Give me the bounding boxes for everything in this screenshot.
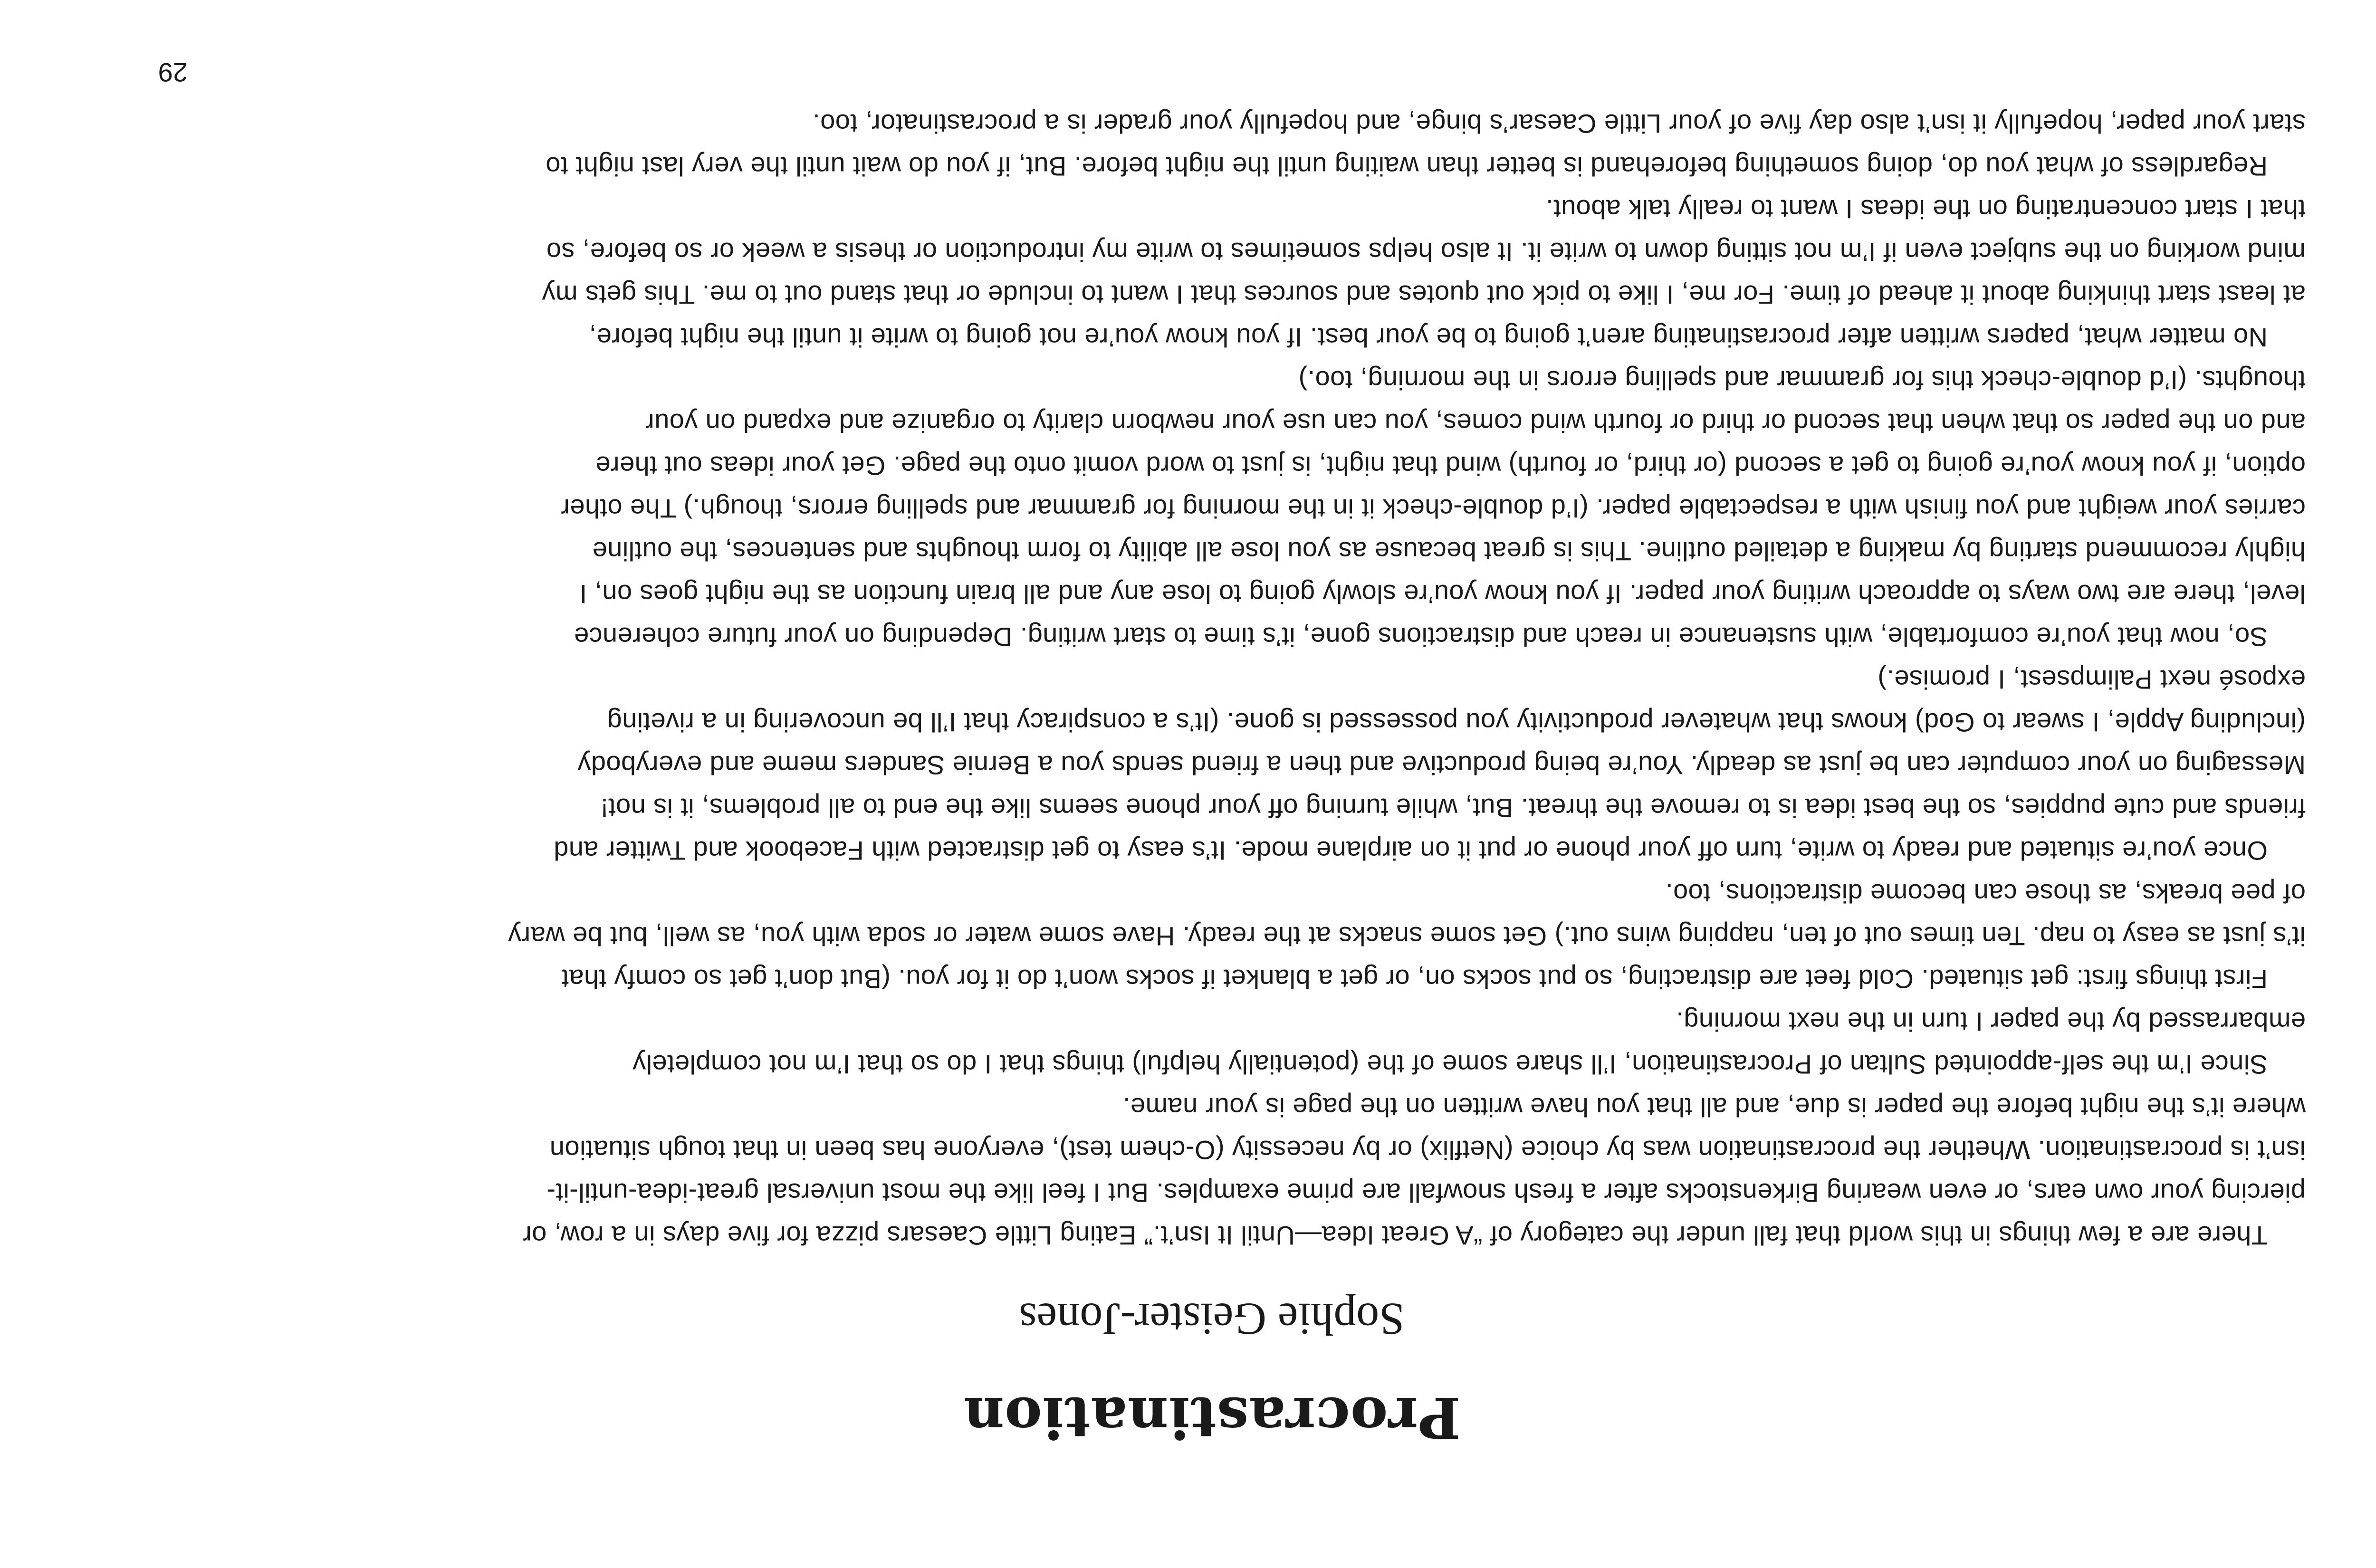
text-line: friends and cute puppies, so the best idea is to remove the threat. But, while turning off your phone seems like the end to all problems, it is not! — [600, 793, 2306, 823]
text-line: level, there are two ways to approach writing your paper. If you know you’re slowly going to lose any and all brain function as the night goes on, I — [579, 579, 2306, 609]
text-line: embarrassed by the paper I turn in the next morning. — [1676, 1007, 2306, 1037]
text-line: isn’t is procrastination. Whether the procrastination was by choice (Netflix) or by necessity (O-chem test), everyone has been in that tough situation — [549, 1135, 2306, 1165]
text-line: Regardless of what you do, doing something beforehand is better than waiting until the night before. But, if you do wait until the very last night to — [546, 152, 2268, 182]
author-name: Sophie Geister-Jones — [1019, 1294, 1405, 1345]
text-line: exposé next Palimpsest, I promise.) — [1877, 665, 2306, 695]
text-line: piercing your own ears, or even wearing Birkenstocks after a fresh snowfall are prime examples. But I feel like the most universal great-idea-until-it- — [546, 1178, 2306, 1208]
text-line: and on the paper so that when that second or third or fourth wind comes, you can use your newborn clarity to organize and expand on your — [645, 408, 2306, 438]
text-line: Since I’m the self-appointed Sultan of Procrastination, I’ll share some of the (potentially helpful) things that I do so that I’m not completely — [632, 1050, 2268, 1080]
text-line: Messaging on your computer can be just as deadly. You’re being productive and then a friend sends you a Bernie Sanders meme and everybody — [577, 750, 2306, 780]
text-line: thoughts. (I’d double-check this for grammar and spelling errors in the morning, too.) — [1298, 365, 2306, 395]
text-line: that I start concentrating on the ideas I want to really talk about. — [1545, 194, 2306, 224]
text-line: where it’s the night before the paper is due, and all that you have written on the page is your name. — [1122, 1092, 2306, 1122]
text-line: carries your weight and you finish with a respectable paper. (I’d double-check it in the morning for grammar and spelling errors, though.) The other — [560, 494, 2306, 524]
text-line: option, if you know you’re going to get a second (or third, or fourth) wind that night, is just to word vomit onto the page. Get your ideas out there — [595, 451, 2306, 481]
text-line: it’s just as easy to nap. Ten times out of ten, napping wins out.) Get some snacks at the ready. Have some water or soda with you, as well, but be wary — [508, 921, 2306, 951]
text-line: (including Apple, I swear to God) knows that whatever productivity you possessed is gone. (It’s a conspiracy that I’ll be uncovering in a riveting — [607, 708, 2306, 737]
text-line: First things first: get situated. Cold feet are distracting, so put socks on, or get a blanket if socks won’t do it for you. (But don’t get so comfy that — [561, 964, 2268, 994]
essay-title: Procrastination — [963, 1385, 1461, 1451]
text-line: There are a few things in this world that fall under the category of “A Great Idea—Until It Isn’t.” Eating Little Caesars pizza for five days in a row, or — [522, 1221, 2268, 1251]
text-line: of pee breaks, as those can become distractions, too. — [1665, 879, 2306, 908]
text-line: start your paper, hopefully it isn’t also day five of your Little Caesar’s binge, and hopefully your grader is a procrastinator, too. — [812, 109, 2306, 139]
text-line: highly recommend starting by making a detailed outline. This is great because as you lose all ability to form thoughts and sentences, the outline — [592, 536, 2306, 566]
text-line: mind working on the subject even if I’m not sitting down to write it. It also helps sometimes to write my introduction or thesis a week or so before, so — [546, 237, 2306, 267]
text-line: Once you’re situated and ready to write, turn off your phone or put it on airplane mode. It’s easy to get distracted with Facebook and Twitter and — [553, 836, 2268, 866]
text-line: at least start thinking about it ahead of time. For me, I like to pick out quotes and sources that I want to include or that stand out to me. This gets my — [542, 280, 2306, 310]
text-line: No matter what, papers written after procrastinating aren’t going to be your best. If you know you’re not going to write it until the night before, — [589, 323, 2268, 353]
page-number: 29 — [158, 57, 188, 87]
text-line: So, now that you’re comfortable, with sustenance in reach and distractions gone, it’s time to start writing. Depending on your future coherence — [574, 622, 2268, 652]
